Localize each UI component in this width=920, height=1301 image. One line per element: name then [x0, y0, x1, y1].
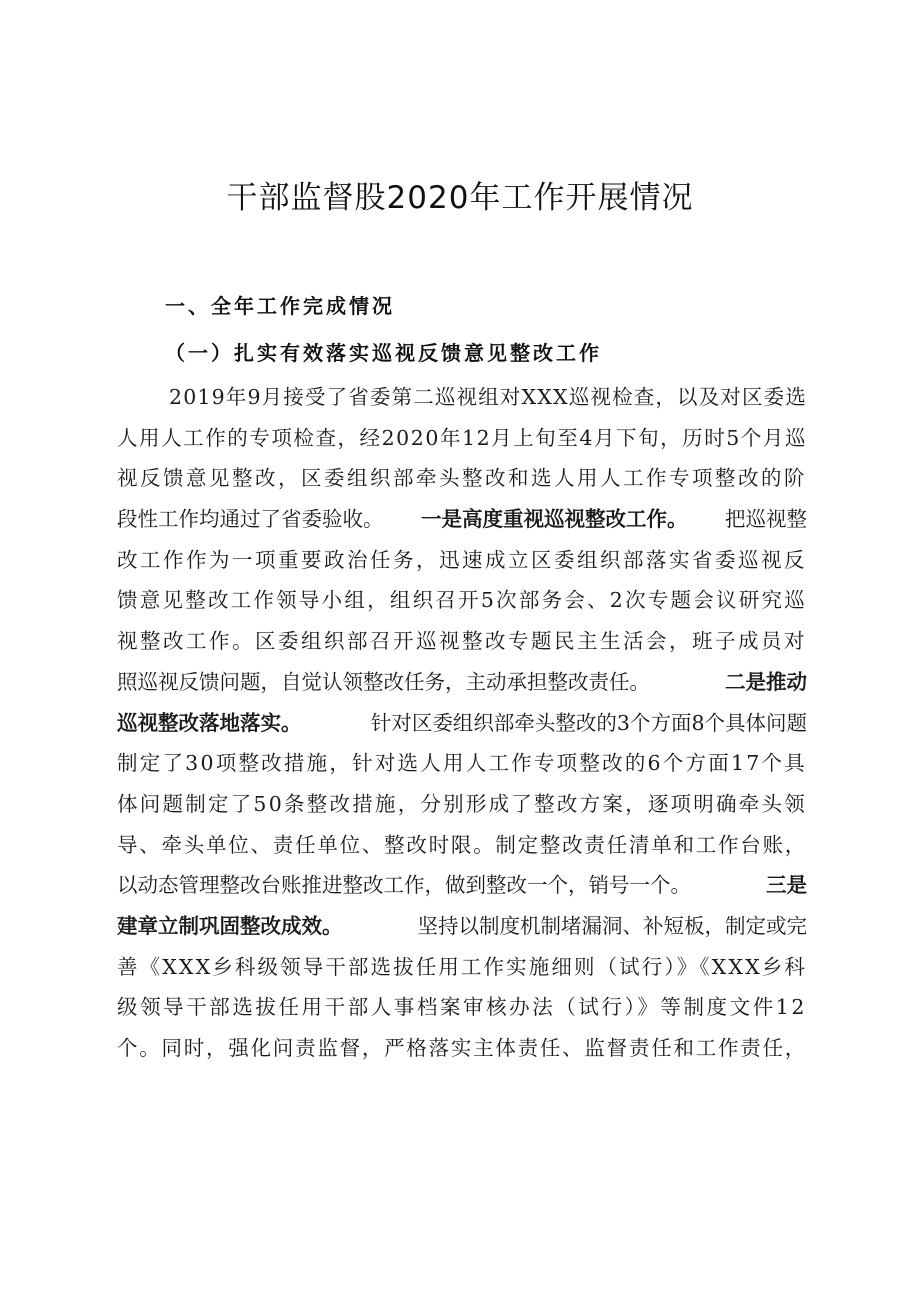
document-title: 干部监督股2020年工作开展情况 [226, 180, 694, 216]
text-run: 坚持以制度机制堵漏洞、补短板，制定或完 [417, 913, 807, 938]
text-run: 善《XXX乡科级领导干部选拔任用工作实施细则（试行）》《XXX乡科 [117, 954, 807, 979]
text-line [117, 458, 807, 499]
bold-text-run: 二是推动 [725, 669, 807, 694]
text-line [117, 743, 807, 784]
text-line [117, 865, 807, 906]
text-line [117, 1028, 807, 1069]
text-line [117, 906, 807, 947]
text-run: 个。同时，强化问责监督，严格落实主体责任、监督责任和工作责任， [117, 1036, 807, 1060]
section-heading: 一、全年工作完成情况 [165, 294, 395, 318]
bold-text-run: 建章立制巩固整改成效。 [117, 913, 343, 938]
text-run: 2019年9月接受了省委第二巡视组对XXX巡视检查，以及对区委选 [169, 385, 807, 409]
text-line [117, 825, 807, 866]
text-line [117, 540, 807, 581]
text-run: 以动态管理整改台账推进整改工作，做到整改一个，销号一个。 [117, 873, 691, 898]
text-run: 针对区委组织部牵头整改的3个方面8个具体问题 [370, 710, 807, 735]
text-line [117, 580, 807, 621]
text-line [117, 784, 807, 825]
text-run: 制定了30项整改措施，针对选人用人工作专项整改的6个方面17个具 [117, 751, 807, 776]
text-run: 视整改工作。区委组织部召开巡视整改专题民主生活会，班子成员对 [117, 629, 807, 654]
text-line [117, 621, 807, 662]
text-line [117, 947, 807, 988]
text-run: 导、牵头单位、责任单位、整改时限。制定整改责任清单和工作台账， [117, 832, 807, 857]
text-line [117, 418, 807, 459]
text-run: 人用人工作的专项检查，经2020年12月上旬至4月下旬，历时5个月巡 [117, 425, 807, 450]
text-run: 级领导干部选拔任用干部人事档案审核办法（试行）》等制度文件12 [117, 995, 807, 1020]
subsection-heading: （一）扎实有效落实巡视反馈意见整改工作 [165, 341, 602, 365]
text-run: 段性工作均通过了省委验收。 [117, 507, 384, 532]
text-run: 照巡视反馈问题，自觉认领整改任务，主动承担整改责任。 [117, 669, 650, 694]
text-run: 改工作作为一项重要政治任务，迅速成立区委组织部落实省委巡视反 [117, 547, 807, 572]
bold-text-run: 巡视整改落地落实。 [117, 710, 302, 735]
text-line [117, 499, 807, 540]
text-line [117, 662, 807, 703]
text-line [117, 703, 807, 744]
text-run: 体问题制定了50条整改措施，分别形成了整改方案，逐项明确牵头领 [117, 791, 807, 816]
body-paragraph [117, 377, 807, 1069]
text-line [117, 987, 807, 1028]
text-line [117, 377, 807, 418]
text-run: 视反馈意见整改，区委组织部牵头整改和选人用人工作专项整改的阶 [117, 466, 807, 491]
bold-text-run: 一是高度重视巡视整改工作。 [421, 507, 688, 532]
bold-text-run: 三是 [766, 873, 807, 898]
text-run: 把巡视整 [725, 507, 807, 532]
text-run: 馈意见整改工作领导小组，组织召开5次部务会、2次专题会议研究巡 [117, 588, 807, 613]
